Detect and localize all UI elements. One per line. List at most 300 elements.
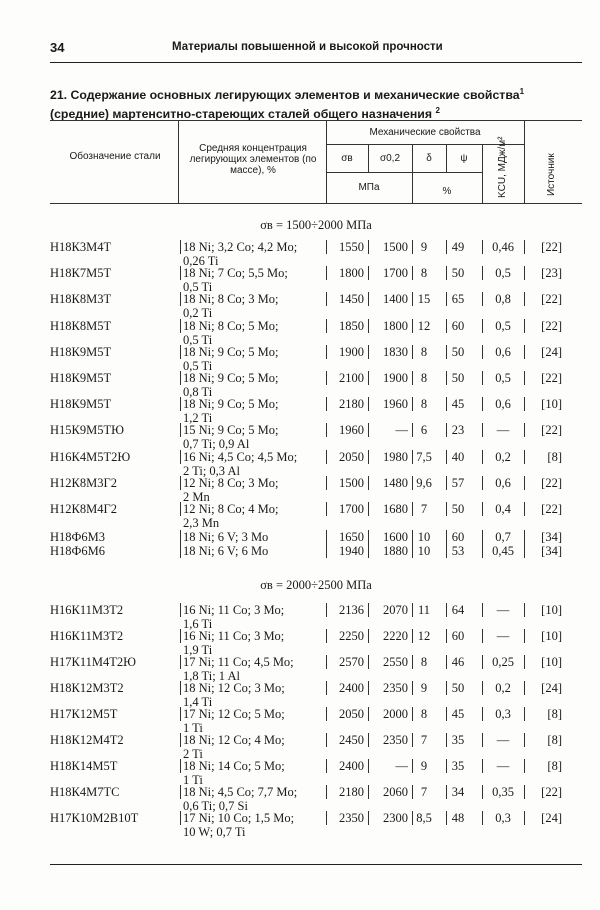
delta-value: 11 [417, 603, 431, 617]
group-title-1: σв = 1500÷2000 МПа [260, 218, 372, 232]
source-ref: [10] [541, 397, 562, 412]
cell-divider [446, 759, 447, 773]
kcu-value: 0,5 [495, 371, 511, 385]
sigma-b-value: 2180 [339, 397, 364, 412]
cell-divider [524, 266, 525, 280]
composition-line-1: 17 Ni; 12 Co; 5 Mo; [183, 707, 285, 721]
composition [183, 603, 284, 631]
composition-line-2: 0,5 Ti [183, 280, 213, 295]
cell-divider [368, 785, 369, 799]
sigma-02-value: 1680 [383, 502, 408, 516]
composition-line-2: 2 Ti; 0,3 Al [183, 463, 240, 478]
sigma-b-value: 2136 [339, 603, 364, 617]
composition [183, 811, 294, 839]
page-number: 34 [50, 40, 65, 55]
cell-divider [368, 345, 369, 359]
col-divider [178, 120, 179, 203]
cell-divider [482, 681, 483, 695]
composition-line-1: 15 Ni; 9 Co; 5 Mo; [183, 423, 279, 438]
sigma-b-value: 1900 [339, 344, 364, 359]
cell-divider [446, 785, 447, 799]
cell-divider [412, 397, 413, 411]
composition-line-2: 1 Ti [183, 721, 203, 735]
steel-name: Н18К9М5Т [50, 344, 112, 359]
source-ref: [22] [541, 785, 562, 799]
cell-divider [446, 733, 447, 747]
psi-value: 40 [451, 449, 465, 464]
cell-divider [446, 397, 447, 411]
composition-line-1: 12 Ni; 8 Co; 4 Mo; [183, 502, 279, 516]
composition-line-2: 1,2 Ti [183, 411, 213, 426]
cell-divider [326, 371, 327, 385]
steel-name: Н16К4М5Т2Ю [50, 449, 131, 464]
composition-line-1: 16 Ni; 4,5 Co; 4,5 Mo; [183, 449, 298, 464]
steel-name: Н12К8М4Г2 [50, 502, 117, 516]
cell-divider [368, 371, 369, 385]
delta-value: 8 [420, 707, 428, 721]
cell-divider [524, 759, 525, 773]
kcu-value: 0,5 [495, 266, 511, 281]
cell-divider [412, 502, 413, 516]
sigma-02-value: 1600 [383, 530, 408, 544]
delta-value: 7 [420, 733, 428, 747]
cell-divider [180, 266, 181, 280]
cell-divider [180, 655, 181, 669]
cell-divider [524, 450, 525, 464]
cell-divider [446, 319, 447, 333]
header-psi: ψ [460, 153, 468, 164]
cell-divider [326, 733, 327, 747]
header-top-rule [50, 120, 582, 121]
sigma-02-value: 1900 [383, 371, 408, 385]
bottom-rule [50, 864, 582, 865]
composition-line-1: 18 Ni; 9 Co; 5 Mo; [183, 344, 279, 359]
composition [183, 450, 297, 478]
cell-divider [180, 450, 181, 464]
composition-line-1: 18 Ni; 6 V; 6 Mo [183, 543, 269, 558]
sigma-b-value: 1800 [339, 266, 364, 281]
composition [183, 544, 268, 558]
cell-divider [524, 476, 525, 490]
cell-divider [326, 629, 327, 643]
cell-divider [368, 502, 369, 516]
source-ref: [34] [541, 530, 562, 544]
cell-divider [326, 345, 327, 359]
cell-divider [326, 397, 327, 411]
composition-line-1: 18 Ni; 9 Co; 5 Mo; [183, 371, 279, 385]
delta-value: 8,5 [416, 811, 432, 825]
cell-divider [326, 655, 327, 669]
table-row [0, 544, 600, 574]
delta-value: 10 [417, 530, 431, 544]
cell-divider [412, 681, 413, 695]
cell-divider [180, 423, 181, 437]
source-ref: [23] [541, 266, 562, 281]
kcu-value: 0,5 [495, 318, 511, 333]
cell-divider [446, 603, 447, 617]
header-mechanical: Механические свойства [369, 127, 481, 138]
cell-divider [446, 292, 447, 306]
cell-divider [368, 655, 369, 669]
kcu-value: 0,45 [492, 543, 514, 558]
cell-divider [524, 811, 525, 825]
cell-divider [482, 707, 483, 721]
source-ref: [22] [541, 318, 562, 333]
header-sigma-02: σ0,2 [379, 153, 401, 164]
sigma-02-value: 1500 [383, 240, 408, 254]
mech-header-rule [326, 144, 524, 145]
source-ref: [8] [547, 707, 562, 721]
steel-name: Н18К14М5Т [50, 759, 118, 773]
cell-divider [412, 707, 413, 721]
cell-divider [446, 345, 447, 359]
cell-divider [326, 502, 327, 516]
steel-name: Н18К4М7ТС [50, 785, 120, 799]
composition [183, 785, 297, 813]
sigma-b-value: 1700 [339, 502, 364, 516]
sigma-02-value: 1830 [383, 344, 408, 359]
cell-divider [180, 240, 181, 254]
composition [183, 502, 279, 530]
cell-divider [412, 450, 413, 464]
composition-line-1: 16 Ni; 11 Co; 3 Mo; [183, 629, 285, 643]
composition [183, 371, 279, 399]
cell-divider [368, 266, 369, 280]
kcu-value: 0,46 [492, 240, 514, 254]
table-caption [50, 84, 582, 122]
delta-value: 12 [417, 629, 431, 643]
sigma-02-value: 2350 [383, 733, 408, 747]
cell-divider [368, 397, 369, 411]
cell-divider [368, 292, 369, 306]
cell-divider [180, 733, 181, 747]
composition-line-1: 18 Ni; 8 Co; 5 Mo; [183, 318, 279, 333]
sigma-b-value: 2050 [339, 707, 364, 721]
composition [183, 629, 284, 657]
composition-line-2: 0,8 Ti [183, 385, 213, 399]
composition-line-2: 1,9 Ti [183, 643, 213, 657]
sigma-02-value: 1800 [383, 318, 408, 333]
kcu-value: 0,7 [495, 530, 511, 544]
cell-divider [180, 681, 181, 695]
source-ref: [22] [541, 502, 562, 516]
cell-divider [524, 240, 525, 254]
cell-divider [446, 530, 447, 544]
cell-divider [180, 397, 181, 411]
psi-value: 65 [451, 292, 465, 307]
cell-divider [412, 733, 413, 747]
steel-name: Н16К11М3Т2 [50, 603, 124, 617]
composition-line-2: 2,3 Mn [183, 516, 220, 530]
composition-line-2: 0,26 Ti [183, 254, 219, 268]
cell-divider [368, 603, 369, 617]
delta-value: 10 [417, 543, 431, 558]
cell-divider [524, 502, 525, 516]
steel-name: Н18Ф6М3 [50, 530, 106, 544]
cell-divider [326, 681, 327, 695]
cell-divider [524, 371, 525, 385]
cell-divider [180, 319, 181, 333]
composition-line-1: 18 Ni; 7 Co; 5,5 Mo; [183, 266, 288, 281]
cell-divider [180, 476, 181, 490]
composition-line-2: 1 Ti [183, 773, 203, 787]
header-rule [50, 62, 582, 63]
caption-footnote-2: 2 [435, 106, 440, 116]
cell-divider [482, 423, 483, 437]
header-source: Источник [546, 153, 557, 196]
steel-name: Н18К12М3Т2 [50, 681, 124, 695]
cell-divider [524, 397, 525, 411]
source-ref: [22] [541, 475, 562, 490]
composition-line-2: 1,6 Ti [183, 617, 213, 631]
cell-divider [482, 785, 483, 799]
source-ref: [22] [541, 240, 562, 254]
sigma-02-value: — [395, 759, 408, 773]
composition-line-1: 18 Ni; 3,2 Co; 4,2 Mo; [183, 240, 298, 254]
cell-divider [412, 240, 413, 254]
cell-divider [326, 530, 327, 544]
kcu-value: — [496, 629, 510, 643]
composition-line-1: 18 Ni; 6 V; 3 Mo [183, 530, 269, 544]
kcu-value: — [496, 733, 510, 747]
sigma-b-value: 1500 [339, 475, 364, 490]
delta-value: 9 [420, 759, 428, 773]
psi-value: 48 [451, 811, 465, 825]
sigma-b-value: 2400 [339, 759, 364, 773]
steel-name: Н17К11М4Т2Ю [50, 655, 136, 669]
kcu-value: 0,35 [492, 785, 514, 799]
sigma-b-value: 1450 [339, 292, 364, 307]
composition [183, 759, 285, 787]
cell-divider [412, 811, 413, 825]
delta-value: 12 [417, 318, 431, 333]
cell-divider [482, 240, 483, 254]
col-divider [482, 144, 483, 203]
composition-line-2: 0,5 Ti [183, 358, 213, 373]
cell-divider [412, 292, 413, 306]
composition [183, 240, 297, 268]
source-ref: [8] [547, 759, 562, 773]
composition-line-2: 0,6 Ti; 0,7 Si [183, 799, 248, 813]
steel-name: Н17К12М5Т [50, 707, 118, 721]
cell-divider [446, 629, 447, 643]
kcu-value: 0,6 [495, 344, 511, 359]
cell-divider [446, 476, 447, 490]
composition-line-2: 1,4 Ti [183, 695, 213, 709]
sigma-02-value: 1880 [383, 543, 408, 558]
cell-divider [368, 476, 369, 490]
running-title: Материалы повышенной и высокой прочности [172, 41, 443, 53]
steel-name: Н12К8М3Г2 [50, 475, 117, 490]
cell-divider [326, 707, 327, 721]
composition-line-2: 2 Ti [183, 747, 203, 761]
cell-divider [180, 371, 181, 385]
cell-divider [326, 785, 327, 799]
delta-value: 7 [420, 785, 428, 799]
source-ref: [24] [541, 811, 562, 825]
header-unit-pct: % [442, 186, 452, 197]
composition-line-2: 0,7 Ti; 0,9 Al [183, 437, 250, 452]
psi-value: 53 [451, 543, 465, 558]
psi-value: 50 [451, 344, 465, 359]
kcu-value: 0,4 [495, 502, 511, 516]
composition [183, 397, 279, 425]
header-unit-mpa: МПа [358, 182, 380, 193]
kcu-value: 0,6 [495, 475, 511, 490]
composition [183, 733, 285, 761]
source-ref: [22] [541, 292, 562, 307]
header-delta: δ [426, 153, 432, 164]
psi-value: 60 [451, 629, 465, 643]
cell-divider [482, 733, 483, 747]
cell-divider [524, 345, 525, 359]
cell-divider [446, 707, 447, 721]
cell-divider [446, 811, 447, 825]
cell-divider [412, 319, 413, 333]
cell-divider [368, 759, 369, 773]
steel-name: Н16К11М3Т2 [50, 629, 124, 643]
cell-divider [326, 423, 327, 437]
header-bottom-rule [50, 203, 582, 204]
cell-divider [482, 655, 483, 669]
cell-divider [180, 292, 181, 306]
cell-divider [326, 603, 327, 617]
sigma-02-value: 2070 [383, 603, 408, 617]
kcu-value: 0,25 [492, 655, 514, 669]
composition [183, 530, 268, 544]
composition [183, 292, 279, 320]
sigma-02-value: 2060 [383, 785, 408, 799]
sigma-b-value: 1650 [339, 530, 364, 544]
composition-line-2: 0,2 Ti [183, 306, 213, 321]
psi-value: 45 [451, 397, 465, 412]
cell-divider [446, 544, 447, 558]
psi-value: 50 [451, 371, 465, 385]
cell-divider [412, 603, 413, 617]
steel-name: Н15К9М5ТЮ [50, 423, 124, 438]
cell-divider [326, 266, 327, 280]
composition-line-1: 18 Ni; 9 Co; 5 Mo; [183, 397, 279, 412]
cell-divider [482, 629, 483, 643]
cell-divider [412, 655, 413, 669]
cell-divider [368, 629, 369, 643]
sigma-b-value: 1850 [339, 318, 364, 333]
source-ref: [24] [541, 681, 562, 695]
composition-line-1: 18 Ni; 12 Co; 3 Mo; [183, 681, 285, 695]
kcu-value: — [496, 603, 510, 617]
cell-divider [482, 371, 483, 385]
steel-name: Н18К8М5Т [50, 318, 112, 333]
cell-divider [180, 544, 181, 558]
steel-name: Н18К9М5Т [50, 371, 112, 385]
sigma-b-value: 2180 [339, 785, 364, 799]
composition-line-1: 18 Ni; 8 Co; 3 Mo; [183, 292, 279, 307]
source-ref: [8] [547, 733, 562, 747]
cell-divider [368, 544, 369, 558]
cell-divider [482, 345, 483, 359]
source-ref: [8] [547, 449, 562, 464]
sigma-02-value: 1700 [383, 266, 408, 281]
composition-line-1: 17 Ni; 11 Co; 4,5 Mo; [183, 655, 294, 669]
sigma-b-value: 1960 [339, 423, 364, 438]
cell-divider [482, 476, 483, 490]
cell-divider [524, 733, 525, 747]
cell-divider [482, 544, 483, 558]
cell-divider [412, 629, 413, 643]
cell-divider [326, 319, 327, 333]
header-composition: Средняя концентрация легирующих элементов (по массе), % [189, 143, 317, 176]
composition [183, 266, 288, 294]
cell-divider [446, 371, 447, 385]
cell-divider [412, 530, 413, 544]
table-row [0, 811, 600, 841]
composition-line-2: 2 Mn [183, 489, 210, 504]
caption-line-1: 21. Содержание основных легирующих элементов и механические свойства [50, 88, 520, 103]
source-ref: [34] [541, 543, 562, 558]
cell-divider [446, 240, 447, 254]
sigma-02-value: 2220 [383, 629, 408, 643]
steel-name: Н18К7М5Т [50, 266, 112, 281]
cell-divider [524, 785, 525, 799]
kcu-value: 0,3 [495, 811, 511, 825]
psi-value: 35 [451, 759, 465, 773]
cell-divider [446, 450, 447, 464]
cell-divider [446, 655, 447, 669]
delta-value: 8 [420, 344, 428, 359]
steel-name: Н18К12М4Т2 [50, 733, 124, 747]
header-kcu: KCU, МДж/м² [497, 136, 508, 198]
composition [183, 319, 279, 347]
cell-divider [180, 345, 181, 359]
cell-divider [482, 530, 483, 544]
psi-value: 50 [451, 681, 465, 695]
cell-divider [326, 811, 327, 825]
steel-name: Н18Ф6М6 [50, 543, 106, 558]
cell-divider [524, 681, 525, 695]
cell-divider [180, 502, 181, 516]
composition [183, 423, 279, 451]
source-ref: [10] [541, 655, 562, 669]
kcu-value: — [496, 759, 510, 773]
composition-line-1: 12 Ni; 8 Co; 3 Mo; [183, 475, 279, 490]
cell-divider [368, 733, 369, 747]
cell-divider [326, 759, 327, 773]
cell-divider [412, 345, 413, 359]
cell-divider [368, 530, 369, 544]
composition [183, 681, 285, 709]
delta-value: 15 [417, 292, 431, 307]
cell-divider [412, 785, 413, 799]
cell-divider [326, 240, 327, 254]
cell-divider [482, 811, 483, 825]
cell-divider [412, 423, 413, 437]
kcu-value: 0,2 [495, 449, 511, 464]
cell-divider [180, 811, 181, 825]
psi-value: 50 [451, 502, 465, 516]
psi-value: 23 [451, 423, 465, 438]
kcu-value: 0,8 [495, 292, 511, 307]
psi-value: 35 [451, 733, 465, 747]
cell-divider [446, 681, 447, 695]
sigma-b-value: 1940 [339, 543, 364, 558]
cell-divider [368, 319, 369, 333]
sigma-02-value: 2550 [383, 655, 408, 669]
delta-value: 9 [420, 240, 428, 254]
cell-divider [446, 423, 447, 437]
delta-value: 6 [420, 423, 428, 438]
cell-divider [368, 707, 369, 721]
group-title-2: σв = 2000÷2500 МПа [260, 578, 372, 592]
